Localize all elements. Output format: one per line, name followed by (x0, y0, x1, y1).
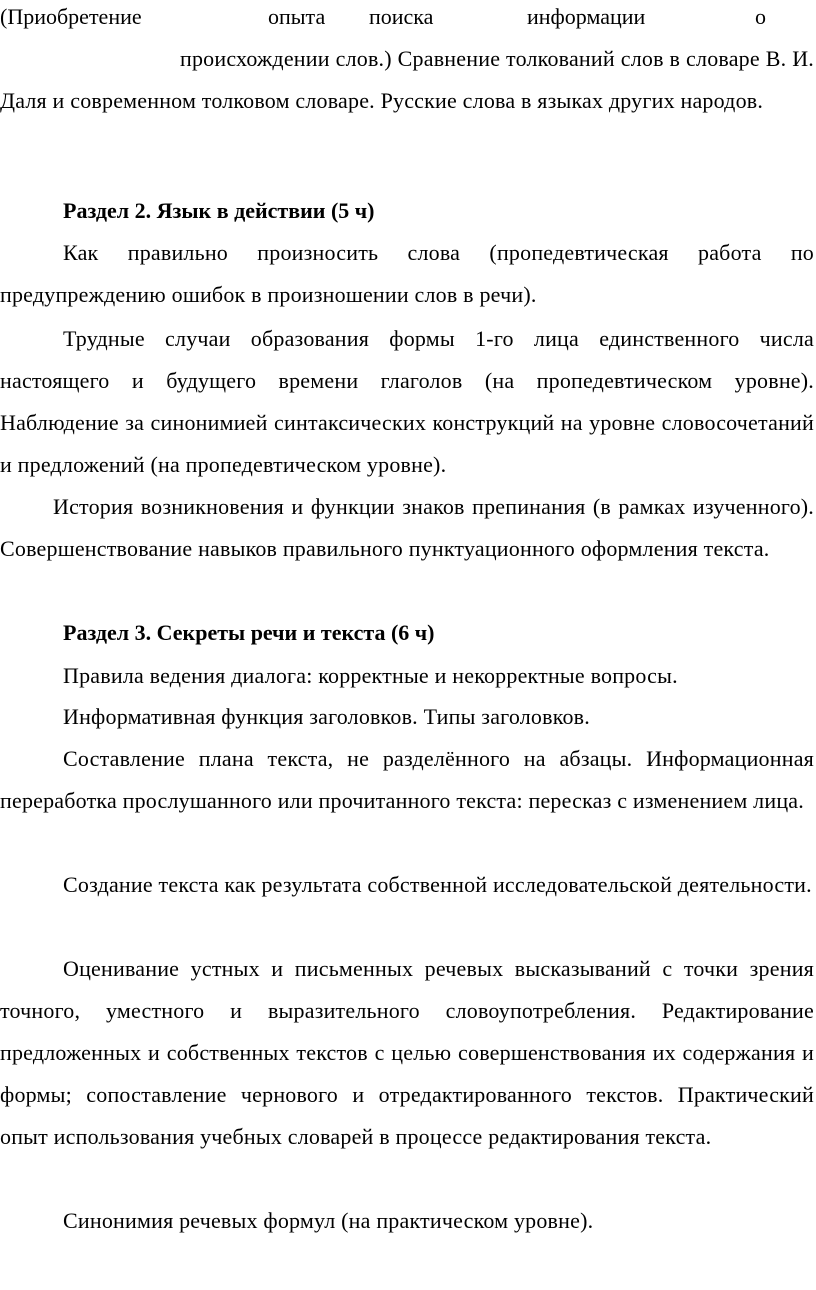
fragment-paragraph: происхождении слов.) Сравнение толкований слов в словаре В. И. Даля и современном толковом словаре. Русские слова в языках других народов. (0, 46, 814, 113)
section-3-paragraph-4: Создание текста как результата собственной исследовательской деятельности. (63, 872, 812, 897)
fragment-word: (Приобретение (0, 4, 142, 29)
section-2-paragraph-2: Трудные случаи образования формы 1-го лица единственного числа настоящего и будущего времени глаголов (на пропедевтическом уровне). Наблюдение за синонимией синтаксических конструкций на уровне словосочетаний и предложений (на пропедевтическом уровне). (0, 326, 814, 477)
section-2-paragraph-1: Как правильно произносить слова (пропедевтическая работа по предупреждению ошибок в произношении слов в речи). (0, 240, 814, 307)
fragment-word: опыта (268, 4, 326, 29)
fragment-word: о (755, 4, 766, 29)
section-2-paragraph-3: История возникновения и функции знаков препинания (в рамках изученного). Совершенствование навыков правильного пунктуационного оформления текста. (0, 494, 814, 561)
section-3-paragraph-6: Синонимия речевых формул (на практическом уровне). (63, 1208, 594, 1233)
section-3-paragraph-5: Оценивание устных и письменных речевых высказываний с точки зрения точного, уместного и выразительного словоупотребления. Редактирование предложенных и собственных текстов с целью совершенствования их содержания и формы; сопоставление чернового и отредактированного текстов. Практический опыт использования учебных словарей в процессе редактирования текста. (0, 956, 814, 1149)
section-3-paragraph-3: Составление плана текста, не разделённого на абзацы. Информационная переработка прослушанного или прочитанного текста: пересказ с изменением лица. (0, 746, 814, 813)
fragment-word: информации (527, 4, 646, 29)
section-3-paragraph-2: Информативная функция заголовков. Типы заголовков. (63, 704, 590, 729)
section-3-paragraph-1: Правила ведения диалога: корректные и некорректные вопросы. (63, 663, 678, 688)
fragment-word: поиска (369, 4, 434, 29)
section-2-heading: Раздел 2. Язык в действии (5 ч) (63, 198, 375, 223)
section-3-heading: Раздел 3. Секреты речи и текста (6 ч) (63, 620, 435, 645)
fragment-first-line (0, 0, 776, 38)
